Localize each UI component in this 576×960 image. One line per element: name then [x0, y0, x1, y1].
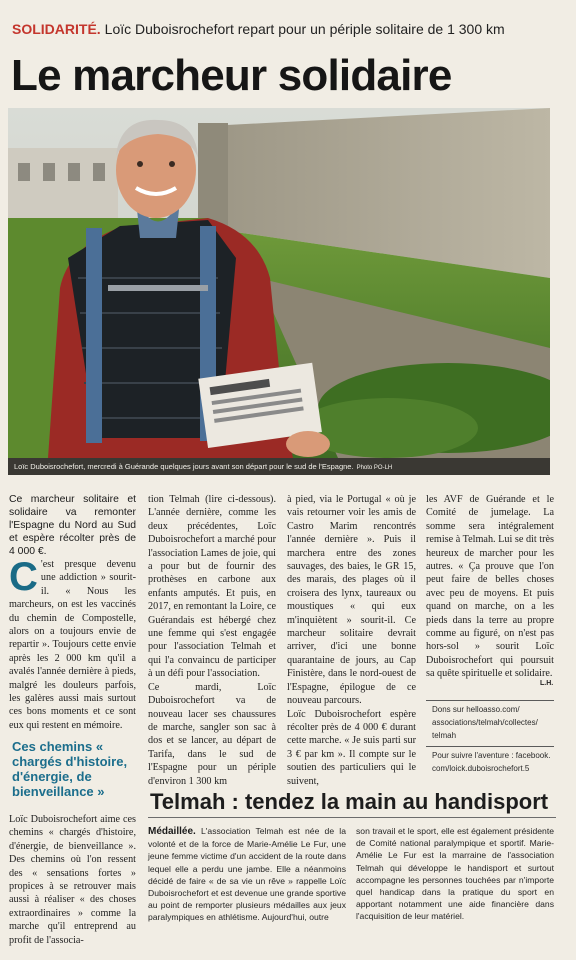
- dropcap: C: [9, 555, 38, 599]
- article-chapo: Ce marcheur solitaire et solidaire va remonter l'Espagne du Nord au Sud et espère récolter près de 4 000 €.: [9, 494, 136, 557]
- follow-link[interactable]: Pour suivre l'aventure : facebook. com/loick.duboisrochefort.5: [432, 751, 551, 773]
- kicker-tag: SOLIDARITÉ.: [12, 21, 101, 37]
- photo-credit: Photo PO-LH: [356, 465, 393, 471]
- article-lead-paragraph: [9, 555, 136, 732]
- sidebar-title-rule: [148, 817, 556, 818]
- sidebar-column-2: [356, 825, 554, 923]
- col1-end: Loïc Duboisrochefort aime ces chemins « chargés d'histoire, d'énergie, de bienveillance ». Des chemins où l'on ressent des « sensations fortes » propices à se retrouver mais aussi à réaliser « des choses extraordinaires » comme la marche qu'il entreprend au profit de l'associa-: [9, 814, 136, 946]
- col4-body: les AVF de Guérande et le Comité de jumelage. La somme sera intégralement remise à Telmah. Lui se dit très heureux de marcher pour les autres. « Ça prouve que l'on peut faire de belles choses avec peu de moyens. Et puis quand on marche, on a les pieds dans la terre au propre comme au figuré, on n'est pas hors-sol » sourit Loïc Duboisrochefort qui poursuit sa quête spirituelle et solidaire.: [426, 494, 554, 680]
- article-column-1-end: [9, 813, 136, 947]
- donate-link[interactable]: Dons sur helloasso.com/ associations/telmah/collectes/ telmah: [432, 705, 538, 740]
- sidebar-column-1: [148, 825, 346, 924]
- article-column-1: [9, 493, 136, 732]
- article-column-4: [426, 493, 554, 681]
- kicker: [12, 20, 568, 38]
- col3-body: à pied, via le Portugal « où je vais retourner voir les amis de Castro Marim rencontrés l'année dernière ». Puis il marchera entre des zones sauvages, des baies, le GR 15, des marais, des plages où il croisera des lynx, taureaux ou moustiques « qui eux m'inquiètent » sourit-il. Ce marcheur solitaire devrait arriver, d'ici une bonne quarantaine de jours, au Cap Finistère, dans le nord-ouest de l'Espagne, épilogue de ce nouveau parcours.: [287, 494, 416, 707]
- headline: Le marcheur solidaire: [11, 51, 452, 100]
- sidebar-col1-text: L'association Telmah est née de la volonté et de la force de Marie-Amélie Le Fur, une jeune femme victime d'un accident de la route dans lequel elle a perdu une jambe. Elle a néanmoins décidé de faire « de sa vie un rêve » rappelle Loïc Duboisrochefort et est devenue une grande sportive au point de remporter plusieurs médailles aux jeux paralympiques en athlétisme. Aujourd'hui, outre: [148, 826, 347, 923]
- caption-text: Loïc Duboisrochefort, mercredi à Guérande quelques jours avant son départ pour le sud de l'Espagne.: [14, 462, 354, 471]
- article-photo: [8, 108, 550, 458]
- article-column-3: [287, 493, 416, 788]
- photo-caption: [8, 458, 550, 475]
- col2-body: tion Telmah (lire ci-dessous). L'année dernière, comme les deux précédentes, Loïc Duboisrochefort a marché pour l'association Lames de joie, qui a pour but de fournir des prothèses en carbone aux enfants amputés. Et puis, en 2017, en remontant la Loire, ce Guérandais est hébergé chez une femme qui s'est engagée pour l'association Telmah et qui l'a convaincu de participer à un défi pour l'association.: [148, 494, 276, 680]
- author-signature: L.H.: [540, 680, 554, 687]
- sidebar-title: Telmah : tendez la main au handisport: [150, 789, 549, 814]
- sidebar-lead-word: Médaillée.: [148, 826, 196, 837]
- article-column-2: [148, 493, 276, 788]
- kicker-text: Loïc Duboisrochefort repart pour un périple solitaire de 1 300 km: [104, 21, 505, 37]
- col1-body: 'est presque devenu une addiction » sourit-il. « Nous les marcheurs, on est les vaccinés du chemin de Compostelle, alors on a toujours envie de repartir ». Toujours cette envie après les 2 000 km qu'il a avalés l'année dernière à pieds, malgré les douleurs parfois, les galères aussi mais surtout ces bons moments et ce sont eux qui restent en mémoire.: [9, 559, 136, 731]
- article-subhead: Ces chemins « chargés d'histoire, d'énergie, de bienveillance »: [12, 739, 128, 799]
- sidebar-col2-text: son travail et le sport, elle est également présidente de Comité national paralympique et sportif. Marie-Amélie Le Fur est la marraine de l'association Telmah qui développe le handisport et surtout accompagne les personnes touchées par n'importe quel handicap dans la pratique du sport en apportant notamment une aide financière dans l'acquisition de leur matériel.: [356, 826, 554, 922]
- info-box: [426, 700, 554, 779]
- col2-body2: Ce mardi, Loïc Duboisrochefort va de nouveau lacer ses chaussures de marche, sangler son sac à dos et se lancer, au départ de Tarifa, dans le sud de l'Espagne pour un périple d'environ 1 300 km: [148, 681, 276, 787]
- photo-illustration: [8, 108, 550, 458]
- col3-body2: Loïc Duboisrochefort espère récolter près de 4 000 € durant cette marche. « Je suis parti sur 3 € par km ». Il compte sur le soutien des particuliers qui le suivent,: [287, 708, 416, 787]
